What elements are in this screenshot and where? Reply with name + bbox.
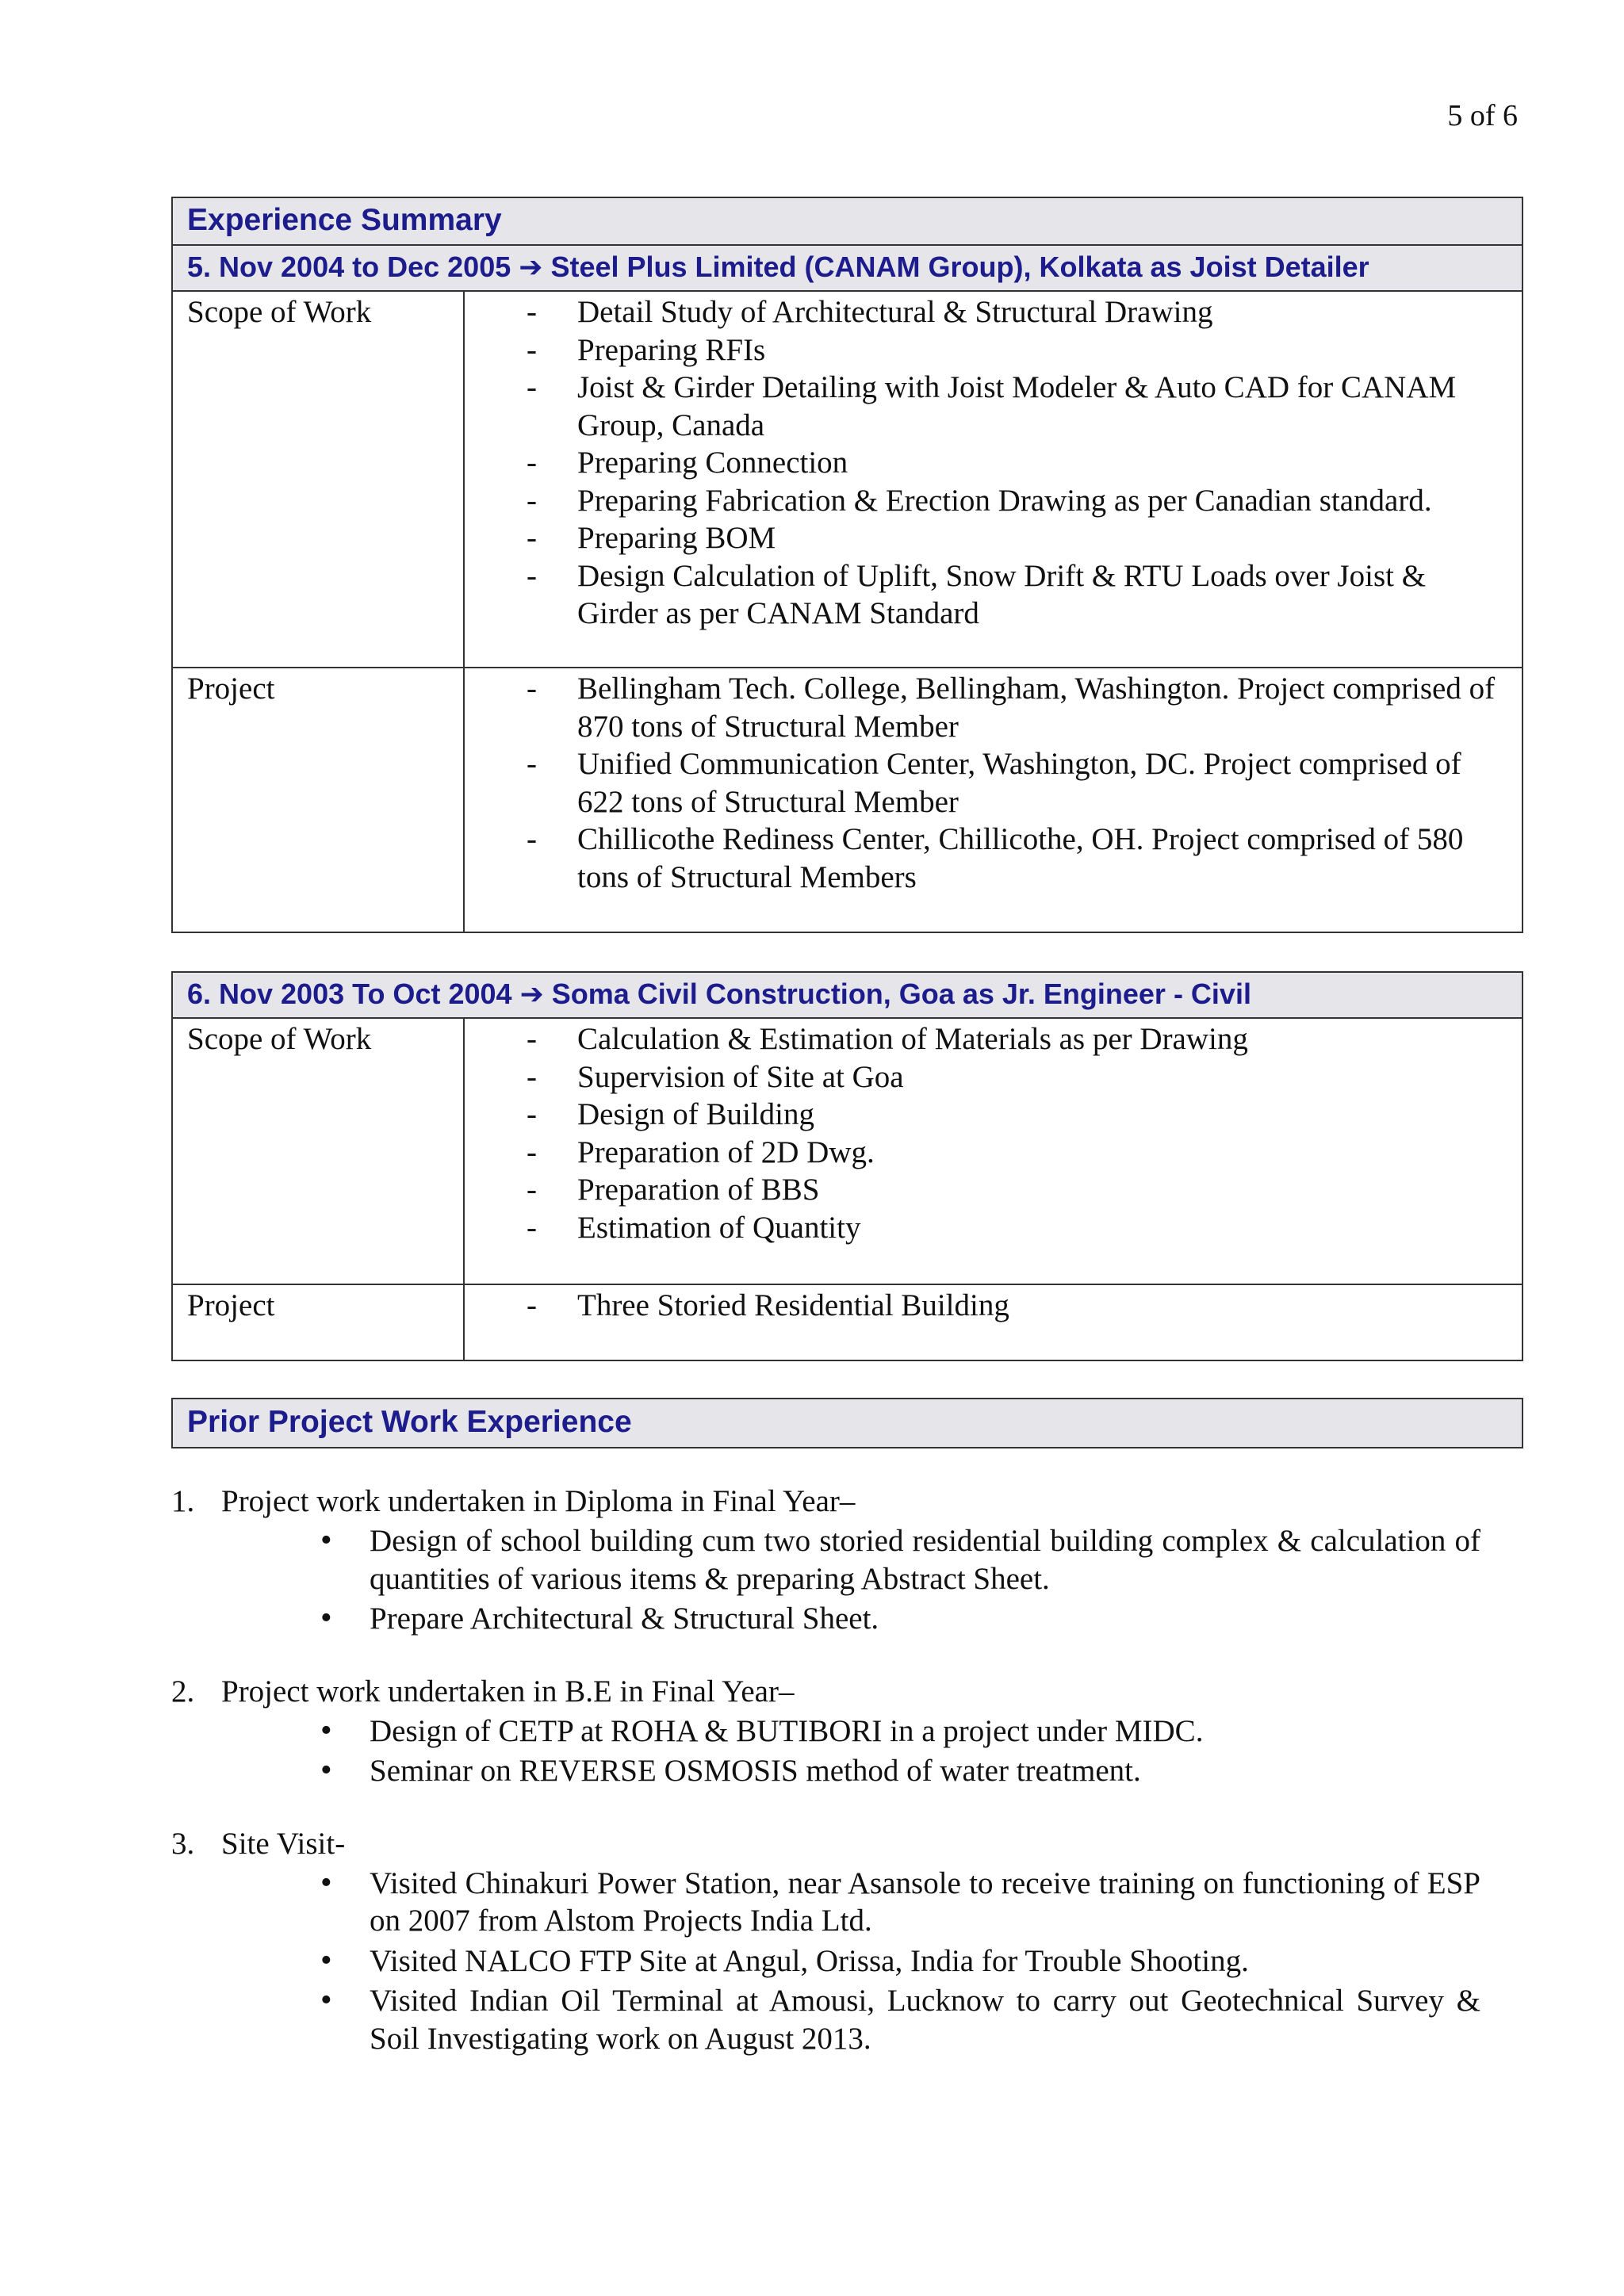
- job6-project-label: Project: [172, 1284, 464, 1360]
- bullet-item: • Visited Chinakuri Power Station, near Asansole to receive training on functioning of ESP on 2007 from Alstom Projects India Ltd.: [221, 1865, 1523, 1940]
- list-item: - Bellingham Tech. College, Bellingham, Washington. Project comprised of 870 tons of Structural Member: [465, 670, 1511, 745]
- list-item: - Preparation of BBS: [465, 1171, 1511, 1209]
- list-item: - Preparation of 2D Dwg.: [465, 1134, 1511, 1172]
- bullet-item: • Prepare Architectural & Structural Sheet.: [221, 1600, 1523, 1638]
- job6-table: [171, 971, 1523, 1361]
- experience-summary-title: Experience Summary: [172, 197, 1522, 245]
- prior-project-title: Prior Project Work Experience: [172, 1399, 1522, 1448]
- job6-scope-list: [465, 1020, 1511, 1246]
- item-number: 2.: [171, 1674, 195, 1709]
- list-item: - Preparing Fabrication & Erection Drawing as per Canadian standard.: [465, 482, 1511, 520]
- job6-heading-company: Soma Civil Construction, Goa as Jr. Engineer - Civil: [551, 978, 1251, 1010]
- list-item: [171, 1825, 1523, 2058]
- list-item: - Unified Communication Center, Washington, DC. Project comprised of 622 tons of Structural Member: [465, 745, 1511, 821]
- item-title: Project work undertaken in B.E in Final Year–: [221, 1674, 795, 1709]
- job6-heading-date: 6. Nov 2003 To Oct 2004: [187, 978, 512, 1010]
- arrow-right-icon: ➔: [519, 251, 543, 284]
- job5-heading: [172, 245, 1522, 291]
- list-item: - Three Storied Residential Building: [465, 1287, 1511, 1325]
- list-item: - Calculation & Estimation of Materials as per Drawing: [465, 1020, 1511, 1058]
- list-item: [171, 1673, 1523, 1790]
- job6-heading: [172, 972, 1522, 1018]
- list-item: - Supervision of Site at Goa: [465, 1058, 1511, 1096]
- job5-project-label: Project: [172, 668, 464, 932]
- bullet-item: • Design of CETP at ROHA & BUTIBORI in a project under MIDC.: [221, 1712, 1523, 1751]
- list-item: - Preparing BOM: [465, 519, 1511, 557]
- bullet-item: • Design of school building cum two storied residential building complex & calculation of quantities of various items & preparing Abstract Sheet.: [221, 1522, 1523, 1598]
- job5-scope-cell: [464, 291, 1522, 668]
- prior-project-header-table: [171, 1398, 1523, 1448]
- job5-heading-company: Steel Plus Limited (CANAM Group), Kolkata as Joist Detailer: [550, 251, 1369, 283]
- list-item: - Chillicothe Rediness Center, Chillicothe, OH. Project comprised of 580 tons of Structural Members: [465, 821, 1511, 896]
- job5-heading-date: 5. Nov 2004 to Dec 2005: [187, 251, 511, 283]
- job6-project-list: [465, 1287, 1511, 1325]
- page-number: 5 of 6: [1447, 99, 1518, 132]
- item-number: 3.: [171, 1826, 195, 1861]
- list-item: - Detail Study of Architectural & Structural Drawing: [465, 293, 1511, 331]
- list-item: - Preparing RFIs: [465, 331, 1511, 369]
- job5-scope-label: Scope of Work: [172, 291, 464, 668]
- job6-scope-label: Scope of Work: [172, 1018, 464, 1284]
- list-item: - Design of Building: [465, 1096, 1511, 1134]
- list-item: - Design Calculation of Uplift, Snow Drift & RTU Loads over Joist & Girder as per CANAM Standard: [465, 557, 1511, 633]
- list-item: - Joist & Girder Detailing with Joist Modeler & Auto CAD for CANAM Group, Canada: [465, 369, 1511, 444]
- prior-project-list: [171, 1483, 1523, 2092]
- bullet-item: • Seminar on REVERSE OSMOSIS method of water treatment.: [221, 1752, 1523, 1790]
- list-item: - Preparing Connection: [465, 444, 1511, 482]
- job5-project-cell: [464, 668, 1522, 932]
- item-number: 1.: [171, 1484, 195, 1518]
- job5-scope-list: [465, 293, 1511, 633]
- item-title: Project work undertaken in Diploma in Final Year–: [221, 1484, 856, 1518]
- bullet-item: • Visited NALCO FTP Site at Angul, Orissa, India for Trouble Shooting.: [221, 1942, 1523, 1980]
- arrow-right-icon: ➔: [519, 978, 544, 1011]
- job6-project-cell: [464, 1284, 1522, 1360]
- item-title: Site Visit-: [221, 1826, 346, 1861]
- experience-summary-table: [171, 197, 1523, 933]
- list-item: [171, 1483, 1523, 1638]
- job6-scope-cell: [464, 1018, 1522, 1284]
- list-item: - Estimation of Quantity: [465, 1209, 1511, 1247]
- job5-project-list: [465, 670, 1511, 896]
- bullet-item: • Visited Indian Oil Terminal at Amousi, Lucknow to carry out Geotechnical Survey & Soil Investigating work on August 2013.: [221, 1982, 1523, 2057]
